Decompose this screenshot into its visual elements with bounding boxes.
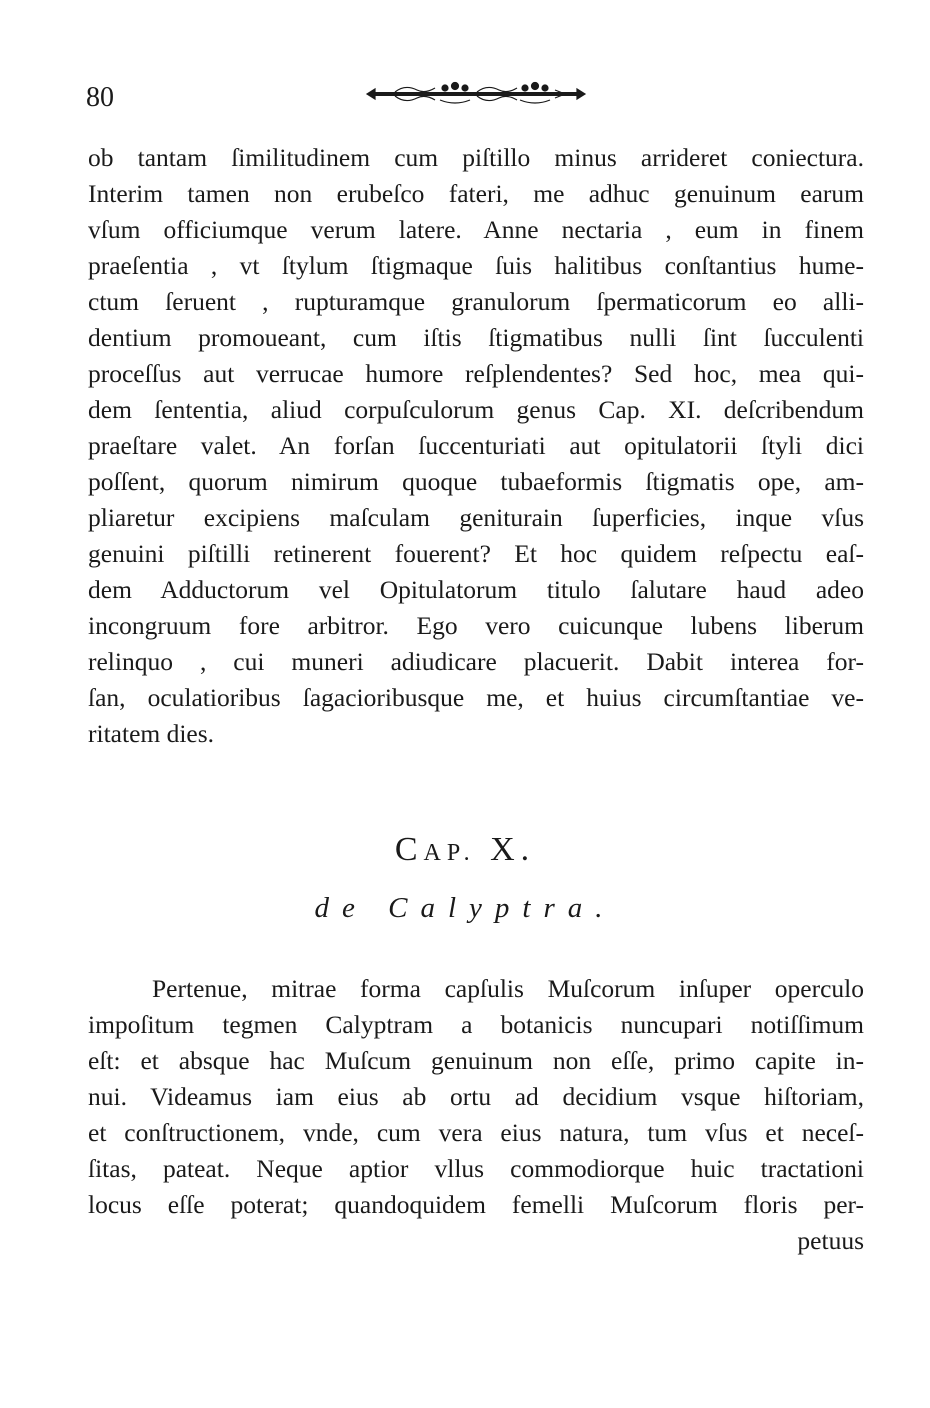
text-line: ritatem dies.	[88, 719, 215, 748]
text-line: genuini piſtilli retinerent fouerent? Et hoc quidem reſpectu eaſ-	[88, 539, 864, 568]
text-line: dentium promoueant, cum iſtis ſtigmatibus nulli ſint ſucculenti	[88, 323, 864, 352]
text-line: ſitas, pateat. Neque aptior vllus commodiorque huic tractationi	[88, 1154, 864, 1183]
headband-ornament-icon	[365, 80, 587, 108]
text-line: nui. Videamus iam eius ab ortu ad decidium vsque hiſtoriam,	[88, 1082, 864, 1111]
text-line: et conſtructionem, vnde, cum vera eius natura, tum vſus et neceſ-	[88, 1118, 864, 1147]
text-line: eſt: et absque hac Muſcum genuinum non eſſe, primo capite in-	[88, 1046, 864, 1075]
chapter-heading	[0, 830, 930, 873]
text-line: incongruum fore arbitror. Ego vero cuicunque lubens liberum	[88, 611, 864, 640]
text-line: dem ſententia, aliud corpuſculorum genus Cap. XI. deſcribendum	[88, 395, 864, 424]
text-line: locus eſſe poterat; quandoquidem femelli Muſcorum floris per-	[88, 1190, 864, 1219]
text-line: dem Adductorum vel Opitulatorum titulo ſalutare haud adeo	[88, 575, 864, 604]
text-line: ctum ſeruent , rupturamque granulorum ſpermaticorum eo alli-	[88, 287, 864, 316]
text-line: impoſitum tegmen Calyptram a botanicis nuncupari notiſſimum	[88, 1010, 864, 1039]
paragraph-1	[88, 140, 864, 752]
chapter-numeral: X.	[490, 831, 536, 868]
page-number: 80	[86, 82, 114, 113]
chapter-subtitle: de Calyptra.	[314, 892, 616, 924]
text-line: poſſent, quorum nimirum quoque tubaeformis ſtigmatis ope, am-	[88, 467, 864, 496]
text-line: Pertenue, mitrae forma capſulis Muſcorum inſuper operculo	[152, 974, 864, 1003]
text-line: ob tantam ſimilitudinem cum piſtillo minus arrideret coniectura.	[88, 143, 864, 172]
catchword: petuus	[797, 1226, 864, 1255]
paragraph-2	[88, 971, 864, 1259]
text-line: proceſſus aut verrucae humore reſplendentes? Sed hoc, mea qui-	[88, 359, 864, 388]
text-line: pliaretur excipiens maſculam geniturain ſuperficies, inque vſus	[88, 503, 864, 532]
chapter-prefix-rest: AP.	[423, 840, 476, 866]
text-line: relinquo , cui muneri adiudicare placuerit. Dabit interea for-	[88, 647, 864, 676]
text-line: Interim tamen non erubeſco fateri, me adhuc genuinum earum	[88, 179, 864, 208]
text-line: vſum officiumque verum latere. Anne nectaria , eum in finem	[88, 215, 864, 244]
text-line: praeſtare valet. An forſan ſuccenturiati aut opitulatorii ſtyli dici	[88, 431, 864, 460]
text-line: ſan, oculatioribus ſagacioribusque me, et huius circumſtantiae ve-	[88, 683, 864, 712]
chapter-prefix-initial: C	[394, 831, 424, 868]
text-line: praeſentia , vt ſtylum ſtigmaque ſuis halitibus conſtantius hume-	[88, 251, 864, 280]
